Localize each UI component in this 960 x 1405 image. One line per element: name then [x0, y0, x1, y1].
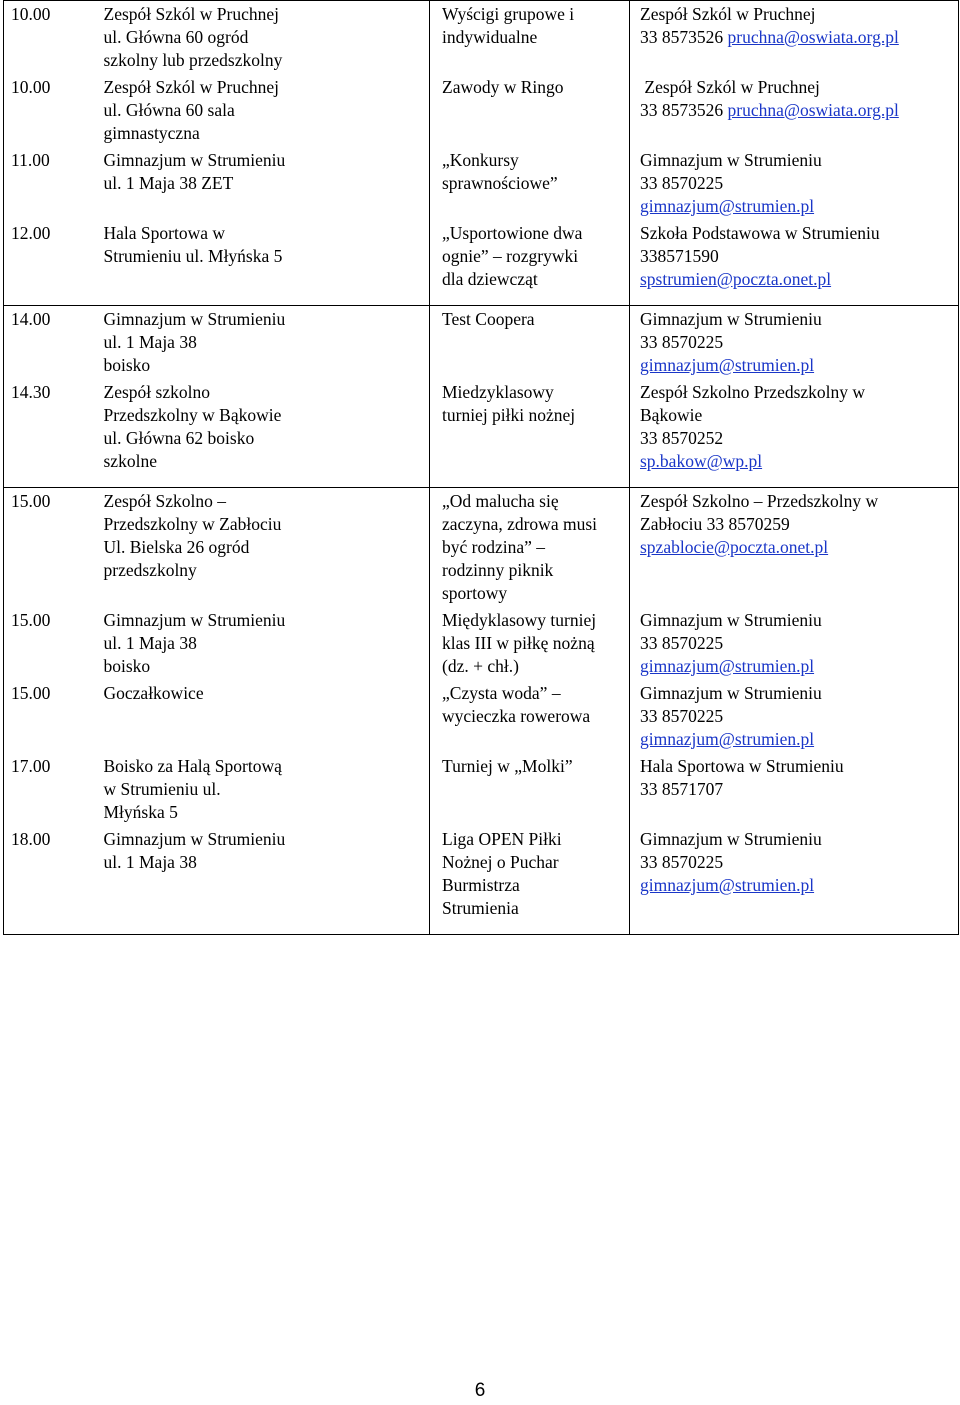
table-row: [4, 74, 959, 147]
contact-text: Zespół Szkól w Pruchnej: [640, 4, 816, 24]
contact-line: [640, 682, 954, 705]
event-cell: [430, 379, 630, 488]
contact-line: [640, 851, 954, 874]
place-line: szkolny lub przedszkolny: [103, 50, 283, 70]
place-line: Ul. Bielska 26 ogród: [103, 537, 250, 557]
contact-cell: [630, 379, 959, 488]
event-line: turniej piłki nożnej: [442, 405, 576, 425]
contact-line: [640, 705, 954, 728]
contact-line: [640, 755, 954, 778]
email-link[interactable]: spzablocie@poczta.onet.pl: [640, 537, 829, 557]
contact-line: [640, 354, 954, 377]
event-line: (dz. + chł.): [442, 656, 519, 676]
event-cell: [430, 220, 630, 306]
event-cell: [430, 826, 630, 935]
contact-cell: [630, 1, 959, 75]
time-cell: 15.00: [4, 488, 104, 608]
contact-text: Zespół Szkolno – Przedszkolny w: [640, 491, 879, 511]
place-cell: [104, 1, 430, 75]
place-line: szkolne: [103, 451, 157, 471]
event-line: Międyklasowy turniej: [442, 610, 597, 630]
schedule-group: [4, 306, 959, 488]
contact-line: [640, 632, 954, 655]
time-cell: 14.00: [4, 306, 104, 380]
contact-cell: [630, 607, 959, 680]
contact-line: [640, 609, 954, 632]
contact-cell: [630, 680, 959, 753]
event-line: rodzinny piknik: [442, 560, 554, 580]
schedule-group: [4, 488, 959, 935]
schedule-table-wrap: [3, 0, 958, 935]
event-line: sprawnościowe”: [442, 173, 558, 193]
contact-text: Gimnazjum w Strumieniu: [640, 150, 822, 170]
event-line: sportowy: [442, 583, 508, 603]
contact-line: [640, 381, 954, 404]
contact-line: [640, 828, 954, 851]
event-line: Liga OPEN Piłki: [442, 829, 562, 849]
place-line: Gimnazjum w Strumieniu: [103, 829, 286, 849]
contact-text: Zespół Szkól w Pruchnej: [640, 77, 820, 97]
contact-text: 33 8570225: [640, 706, 724, 726]
contact-text: 33 8570225: [640, 173, 724, 193]
place-line: Goczałkowice: [103, 683, 204, 703]
contact-cell: [630, 753, 959, 826]
email-link[interactable]: sp.bakow@wp.pl: [640, 451, 763, 471]
table-row: [4, 220, 959, 306]
place-cell: [104, 753, 430, 826]
contact-line: [640, 76, 954, 99]
event-line: „Od malucha się: [442, 491, 559, 511]
contact-cell: [630, 74, 959, 147]
contact-line: [640, 245, 954, 268]
contact-text: 33 8570225: [640, 852, 724, 872]
table-row: [4, 488, 959, 608]
email-link[interactable]: gimnazjum@strumien.pl: [640, 355, 815, 375]
email-link[interactable]: gimnazjum@strumien.pl: [640, 729, 815, 749]
contact-text: Gimnazjum w Strumieniu: [640, 683, 822, 703]
time-cell: 15.00: [4, 607, 104, 680]
event-cell: [430, 306, 630, 380]
place-line: Zespół Szkól w Pruchnej: [103, 4, 279, 24]
place-line: Zespół szkolno: [103, 382, 210, 402]
contact-line: [640, 308, 954, 331]
email-link[interactable]: pruchna@oswiata.org.pl: [727, 27, 899, 47]
event-cell: [430, 147, 630, 220]
email-link[interactable]: gimnazjum@strumien.pl: [640, 656, 815, 676]
contact-line: [640, 222, 954, 245]
place-cell: [104, 74, 430, 147]
place-cell: [104, 147, 430, 220]
email-link[interactable]: gimnazjum@strumien.pl: [640, 875, 815, 895]
contact-line: [640, 404, 954, 427]
table-row: [4, 607, 959, 680]
contact-line: [640, 195, 954, 218]
event-line: Turniej w „Molki”: [442, 756, 573, 776]
email-link[interactable]: spstrumien@poczta.onet.pl: [640, 269, 832, 289]
place-line: Strumieniu ul. Młyńska 5: [103, 246, 283, 266]
place-line: przedszkolny: [103, 560, 197, 580]
page-number: 6: [474, 1380, 486, 1401]
place-line: ul. 1 Maja 38: [103, 332, 197, 352]
place-line: boisko: [103, 355, 151, 375]
event-line: „Czysta woda” –: [442, 683, 561, 703]
place-line: ul. Główna 62 boisko: [103, 428, 255, 448]
event-line: być rodzina” –: [442, 537, 546, 557]
contact-line: [640, 874, 954, 897]
contact-text: Bąkowie: [640, 405, 703, 425]
contact-line: [640, 99, 954, 122]
table-row: [4, 147, 959, 220]
contact-line: [640, 778, 954, 801]
contact-text: Hala Sportowa w Strumieniu: [640, 756, 844, 776]
event-cell: [430, 753, 630, 826]
time-cell: 18.00: [4, 826, 104, 935]
place-line: Gimnazjum w Strumieniu: [103, 610, 286, 630]
contact-line: [640, 26, 954, 49]
contact-text: Gimnazjum w Strumieniu: [640, 309, 822, 329]
event-cell: [430, 607, 630, 680]
email-link[interactable]: gimnazjum@strumien.pl: [640, 196, 815, 216]
event-line: „Konkursy: [442, 150, 519, 170]
contact-line: [640, 427, 954, 450]
contact-line: [640, 172, 954, 195]
table-row: [4, 753, 959, 826]
contact-line: [640, 331, 954, 354]
contact-cell: [630, 306, 959, 380]
table-row: [4, 379, 959, 488]
contact-text: Zabłociu 33 8570259: [640, 514, 790, 534]
schedule-group: [4, 1, 959, 306]
contact-text: 33 8570252: [640, 428, 724, 448]
contact-text: 33 8573526: [640, 27, 728, 47]
place-line: Przedszkolny w Bąkowie: [103, 405, 282, 425]
event-cell: [430, 74, 630, 147]
place-cell: [104, 220, 430, 306]
event-line: Miedzyklasowy: [442, 382, 554, 402]
time-cell: 10.00: [4, 74, 104, 147]
event-line: Zawody w Ringo: [442, 77, 564, 97]
contact-text: Zespół Szkolno Przedszkolny w: [640, 382, 866, 402]
contact-line: [640, 728, 954, 751]
time-cell: 14.30: [4, 379, 104, 488]
place-cell: [104, 826, 430, 935]
contact-text: Szkoła Podstawowa w Strumieniu: [640, 223, 880, 243]
contact-text: 33 8571707: [640, 779, 724, 799]
schedule-table: [3, 0, 959, 935]
contact-line: [640, 513, 954, 536]
event-line: „Usportowione dwa: [442, 223, 583, 243]
place-cell: [104, 607, 430, 680]
place-line: Hala Sportowa w: [103, 223, 226, 243]
table-row: [4, 306, 959, 380]
email-link[interactable]: pruchna@oswiata.org.pl: [727, 100, 899, 120]
event-line: zaczyna, zdrowa musi: [442, 514, 597, 534]
place-line: Przedszkolny w Zabłociu: [103, 514, 282, 534]
place-line: gimnastyczna: [103, 123, 200, 143]
contact-line: [640, 3, 954, 26]
event-line: Burmistrza: [442, 875, 520, 895]
place-line: ul. 1 Maja 38: [103, 633, 197, 653]
event-line: Nożnej o Puchar: [442, 852, 559, 872]
place-line: Młyńska 5: [103, 802, 178, 822]
event-line: klas III w piłkę nożną: [442, 633, 595, 653]
place-line: ul. Główna 60 ogród: [103, 27, 249, 47]
event-line: Test Coopera: [442, 309, 535, 329]
place-cell: [104, 379, 430, 488]
contact-line: [640, 490, 954, 513]
place-cell: [104, 680, 430, 753]
place-cell: [104, 306, 430, 380]
contact-line: [640, 268, 954, 291]
event-line: dla dziewcząt: [442, 269, 538, 289]
time-cell: 12.00: [4, 220, 104, 306]
place-line: Boisko za Halą Sportową: [103, 756, 282, 776]
place-line: Gimnazjum w Strumieniu: [103, 309, 286, 329]
event-cell: [430, 1, 630, 75]
time-cell: 15.00: [4, 680, 104, 753]
contact-line: [640, 149, 954, 172]
event-line: Strumienia: [442, 898, 519, 918]
contact-text: 338571590: [640, 246, 719, 266]
event-line: ognie” – rozgrywki: [442, 246, 579, 266]
contact-text: Gimnazjum w Strumieniu: [640, 829, 822, 849]
place-line: ul. 1 Maja 38 ZET: [103, 173, 234, 193]
contact-cell: [630, 488, 959, 608]
contact-text: 33 8573526: [640, 100, 728, 120]
contact-line: [640, 536, 954, 559]
event-cell: [430, 680, 630, 753]
contact-cell: [630, 220, 959, 306]
place-line: Zespół Szkól w Pruchnej: [103, 77, 279, 97]
place-line: Zespół Szkolno –: [103, 491, 226, 511]
place-line: boisko: [103, 656, 151, 676]
contact-text: 33 8570225: [640, 633, 724, 653]
time-cell: 17.00: [4, 753, 104, 826]
time-cell: 11.00: [4, 147, 104, 220]
place-line: ul. 1 Maja 38: [103, 852, 197, 872]
table-row: [4, 826, 959, 935]
place-line: w Strumieniu ul.: [103, 779, 221, 799]
place-cell: [104, 488, 430, 608]
event-line: wycieczka rowerowa: [442, 706, 591, 726]
event-line: Wyścigi grupowe i: [442, 4, 575, 24]
table-row: [4, 1, 959, 75]
contact-cell: [630, 147, 959, 220]
event-cell: [430, 488, 630, 608]
time-cell: 10.00: [4, 1, 104, 75]
place-line: ul. Główna 60 sala: [103, 100, 235, 120]
contact-cell: [630, 826, 959, 935]
contact-line: [640, 450, 954, 473]
table-row: [4, 680, 959, 753]
contact-text: Gimnazjum w Strumieniu: [640, 610, 822, 630]
contact-line: [640, 655, 954, 678]
event-line: indywidualne: [442, 27, 538, 47]
place-line: Gimnazjum w Strumieniu: [103, 150, 286, 170]
contact-text: 33 8570225: [640, 332, 724, 352]
